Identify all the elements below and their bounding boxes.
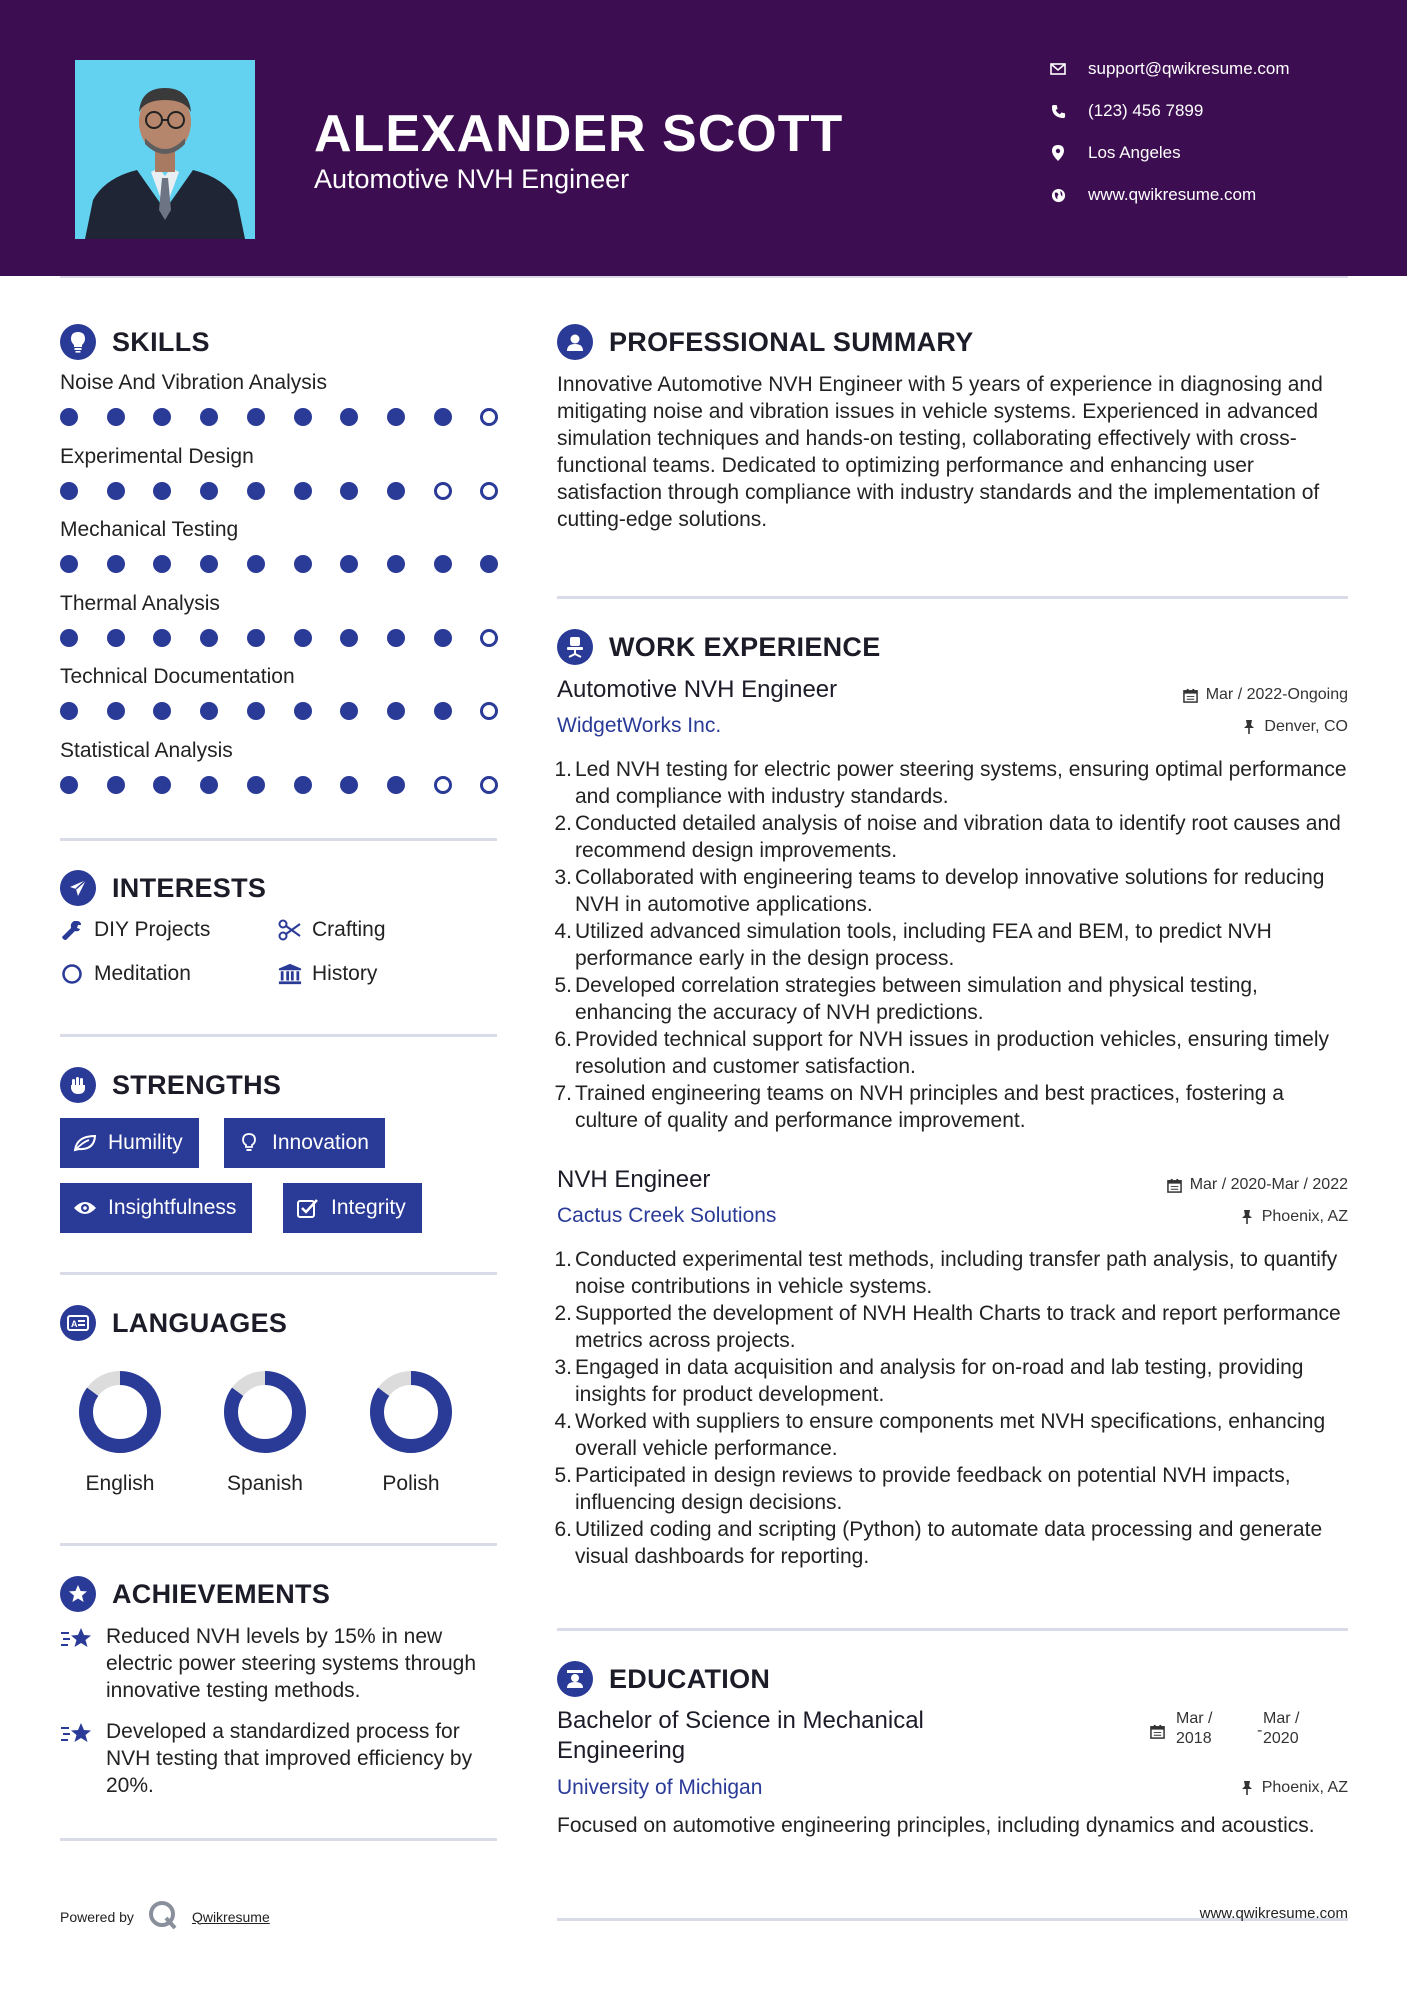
bullet-number: 1.: [554, 758, 572, 781]
rating-dot-filled: [434, 629, 452, 647]
rating-dot-filled: [60, 776, 78, 794]
museum-icon: [278, 962, 302, 986]
bullet-text: Developed correlation strategies between simulation and physical testing, enhancing the accuracy of NVH predictions.: [575, 974, 1258, 1024]
job-dates: Mar / 2022-Ongoing: [1183, 686, 1348, 704]
leaf-icon: [72, 1132, 98, 1154]
skill-name: Noise And Vibration Analysis: [60, 371, 327, 394]
contact-website[interactable]: [1050, 180, 1380, 210]
degree-line-1: Bachelor of Science in Mechanical: [557, 1707, 924, 1734]
degree-line-2: Engineering: [557, 1737, 686, 1764]
rating-dot-empty: [480, 629, 498, 647]
calendar-icon: [1150, 1724, 1167, 1741]
graduate-icon: [557, 1661, 593, 1697]
bullet-text: Participated in design reviews to provide feedback on potential NVH impacts, influencing design decisions.: [575, 1464, 1291, 1514]
language-name: Polish: [382, 1472, 440, 1495]
rating-dot-filled: [247, 629, 265, 647]
rating-dot-filled: [247, 702, 265, 720]
section-divider: [60, 1838, 497, 1841]
job-bullet-item: [554, 918, 1347, 972]
strength-tag-insightfulness: Insightfulness: [60, 1183, 252, 1233]
school-name: University of Michigan: [557, 1776, 763, 1799]
rating-dot-filled: [60, 555, 78, 573]
summary-heading: PROFESSIONAL SUMMARY: [557, 324, 974, 360]
rating-dot-filled: [434, 408, 452, 426]
rating-dot-filled: [153, 408, 171, 426]
education-heading: EDUCATION: [557, 1661, 770, 1697]
job-bullet-item: [554, 1408, 1347, 1462]
skill-rating: [60, 702, 500, 722]
bullet-number: 2.: [554, 812, 572, 835]
languages-heading: A LANGUAGES: [60, 1305, 287, 1341]
rating-dot-filled: [153, 555, 171, 573]
job-bullet-item: [554, 864, 1347, 918]
rating-dot-filled: [60, 702, 78, 720]
profile-photo: [75, 60, 255, 239]
paper-plane-icon: [60, 870, 96, 906]
rating-dot-filled: [200, 776, 218, 794]
summary-text: Innovative Automotive NVH Engineer with 5 years of experience in diagnosing and mitigating noise and vibration issues in vehicle systems. Experienced in advanced simulation techniques and hands-on testing, collaborating effectively with cross-functional teams. Dedicated to optimizing performance and enhancing user satisfaction through compliance with industry standards and the implementation of cutting-edge solutions.: [557, 373, 1323, 531]
bullet-number: 1.: [554, 1248, 572, 1271]
section-divider: [60, 1543, 497, 1546]
job-bullet-item: [554, 972, 1347, 1026]
rating-dot-filled: [200, 482, 218, 500]
rating-dot-empty: [480, 702, 498, 720]
candidate-name: ALEXANDER SCOTT: [314, 105, 844, 163]
achievement-item: Developed a standardized process for NVH testing that improved efficiency by 20%.: [60, 1718, 500, 1799]
job-bullet-item: [554, 1300, 1347, 1354]
rating-dot-filled: [153, 702, 171, 720]
email-text: support@qwikresume.com: [1088, 59, 1290, 78]
contact-phone[interactable]: [1050, 96, 1380, 126]
rating-dot-filled: [153, 629, 171, 647]
eye-icon: [72, 1197, 98, 1219]
job-bullet-item: [554, 1462, 1347, 1516]
bullet-text: Supported the development of NVH Health Charts to track and report performance metrics across projects.: [575, 1302, 1341, 1352]
skill-name: Mechanical Testing: [60, 518, 239, 541]
rating-dot-filled: [294, 702, 312, 720]
rating-dot-filled: [480, 555, 498, 573]
rating-dot-filled: [294, 629, 312, 647]
skill-rating: [60, 629, 500, 649]
rating-dot-filled: [60, 408, 78, 426]
job-bullet-item: [554, 1516, 1347, 1570]
pushpin-icon: [1239, 1209, 1255, 1225]
job-title: NVH Engineer: [557, 1166, 711, 1193]
bullet-number: 4.: [554, 1410, 572, 1433]
user-icon: [557, 324, 593, 360]
phone-text: (123) 456 7899: [1088, 101, 1204, 120]
circle-icon: [60, 962, 84, 986]
achievements-heading: ACHIEVEMENTS: [60, 1576, 330, 1612]
rating-dot-filled: [200, 629, 218, 647]
bullet-number: 5.: [554, 974, 572, 997]
skill-rating: [60, 482, 500, 502]
language-name: English: [85, 1472, 155, 1495]
rating-dot-empty: [434, 482, 452, 500]
education-start-date: Mar / 2018: [1176, 1710, 1213, 1747]
rating-dot-filled: [387, 776, 405, 794]
bullet-number: 7.: [554, 1082, 572, 1105]
rating-dot-filled: [60, 482, 78, 500]
location-text: Los Angeles: [1088, 143, 1181, 162]
svg-text:A: A: [71, 1319, 78, 1329]
rating-dot-filled: [340, 408, 358, 426]
footer-powered-by: Powered by Qwikresume: [60, 1900, 270, 1933]
strength-tag-humility: Humility: [60, 1118, 199, 1168]
website-text: www.qwikresume.com: [1088, 185, 1257, 204]
bullet-text: Worked with suppliers to ensure components met NVH specifications, enhancing overall vehicle performance.: [575, 1410, 1326, 1460]
rating-dot-filled: [387, 629, 405, 647]
language-card-icon: [60, 1305, 96, 1341]
rating-dot-filled: [247, 776, 265, 794]
bullet-text: Utilized advanced simulation tools, including FEA and BEM, to predict NVH performance early in the design process.: [575, 920, 1272, 970]
bullet-text: Engaged in data acquisition and analysis for on-road and lab testing, providing insights for product development.: [575, 1356, 1304, 1406]
job-bullet-item: [554, 756, 1347, 810]
job-bullet-item: [554, 1354, 1347, 1408]
skill-name: Experimental Design: [60, 444, 254, 468]
section-divider: [60, 1034, 497, 1037]
bullet-text: Provided technical support for NVH issues in production vehicles, ensuring timely resolution and customer satisfaction.: [575, 1028, 1330, 1078]
resume-header: [0, 0, 1407, 276]
rating-dot-filled: [247, 408, 265, 426]
contact-location: [1050, 138, 1380, 168]
rating-dot-filled: [340, 482, 358, 500]
lightbulb-icon: [60, 324, 96, 360]
phone-icon: [1050, 103, 1066, 119]
job-location: Denver, CO: [1241, 718, 1348, 736]
skills-heading: SKILLS: [60, 324, 210, 360]
qwikresume-link[interactable]: Qwikresume: [191, 1908, 270, 1925]
education-description: Focused on automotive engineering principles, including dynamics and acoustics.: [557, 1814, 1315, 1837]
rating-dot-filled: [247, 482, 265, 500]
wrench-icon: [60, 918, 84, 942]
shooting-star-icon: [60, 1625, 94, 1653]
rating-dot-empty: [480, 776, 498, 794]
skill-name: Statistical Analysis: [60, 738, 233, 762]
map-pin-icon: [1050, 145, 1066, 161]
bullet-text: Led NVH testing for electric power steering systems, ensuring optimal performance and compliance with industry standards.: [575, 758, 1347, 808]
job-bullets: [554, 1246, 1347, 1570]
rating-dot-filled: [434, 702, 452, 720]
rating-dot-filled: [153, 482, 171, 500]
interests-heading: INTERESTS: [60, 870, 266, 906]
bullet-number: 3.: [554, 866, 572, 889]
rating-dot-filled: [387, 482, 405, 500]
interest-item-crafting: Crafting: [278, 918, 386, 942]
section-divider: [60, 838, 497, 841]
rating-dot-filled: [387, 702, 405, 720]
qwikresume-logo-icon: [148, 1900, 178, 1933]
rating-dot-filled: [107, 408, 125, 426]
check-square-icon: [295, 1197, 321, 1219]
date-separator: -: [1257, 1722, 1263, 1739]
bullet-text: Conducted detailed analysis of noise and vibration data to identify root causes and recommend design improvements.: [575, 812, 1341, 862]
rating-dot-filled: [340, 629, 358, 647]
section-divider: [557, 1628, 1348, 1631]
footer-website[interactable]: www.qwikresume.com: [1199, 1905, 1348, 1922]
strength-tag-innovation: Innovation: [224, 1118, 385, 1168]
rating-dot-filled: [107, 482, 125, 500]
rating-dot-filled: [200, 702, 218, 720]
bullet-text: Conducted experimental test methods, including transfer path analysis, to quantify noise contributions in vehicle systems.: [575, 1248, 1338, 1298]
rating-dot-filled: [294, 482, 312, 500]
rating-dot-filled: [294, 408, 312, 426]
job-location: Phoenix, AZ: [1239, 1208, 1348, 1226]
star-badge-icon: [60, 1576, 96, 1612]
job-company: WidgetWorks Inc.: [557, 714, 722, 737]
language-level-ring: [351, 1364, 471, 1460]
bullet-number: 3.: [554, 1356, 572, 1379]
rating-dot-empty: [480, 408, 498, 426]
job-bullet-item: [554, 1246, 1347, 1300]
rating-dot-filled: [294, 776, 312, 794]
rating-dot-filled: [107, 629, 125, 647]
scissors-icon: [278, 918, 302, 942]
skill-rating: [60, 408, 500, 428]
language-level-ring: [205, 1364, 325, 1460]
skill-name: Technical Documentation: [60, 665, 295, 688]
skill-rating: [60, 776, 500, 796]
office-chair-icon: [557, 629, 593, 665]
envelope-icon: [1050, 61, 1066, 77]
language-level-ring: [60, 1364, 180, 1460]
job-bullet-item: [554, 1026, 1347, 1080]
section-divider: [60, 1272, 497, 1275]
skill-rating: [60, 555, 500, 575]
rating-dot-filled: [340, 555, 358, 573]
interest-item-history: History: [278, 962, 377, 986]
language-name: Spanish: [227, 1472, 303, 1495]
header-divider: [60, 276, 1348, 278]
rating-dot-filled: [200, 555, 218, 573]
rating-dot-filled: [107, 702, 125, 720]
rating-dot-filled: [247, 555, 265, 573]
rating-dot-empty: [480, 482, 498, 500]
bullet-number: 6.: [554, 1518, 572, 1541]
interest-item-meditation: Meditation: [60, 962, 191, 986]
rating-dot-filled: [153, 776, 171, 794]
achievement-item: Reduced NVH levels by 15% in new electric power steering systems through innovative testing methods.: [60, 1623, 500, 1704]
pushpin-icon: [1241, 719, 1257, 735]
hand-icon: [60, 1067, 96, 1103]
job-bullets: [554, 756, 1347, 1134]
job-company: Cactus Creek Solutions: [557, 1204, 777, 1227]
skill-name: Thermal Analysis: [60, 591, 220, 615]
education-end-date: Mar / 2020: [1263, 1710, 1300, 1747]
job-dates: Mar / 2020-Mar / 2022: [1167, 1176, 1348, 1194]
interest-item-diy: DIY Projects: [60, 918, 210, 942]
lightbulb-icon: [236, 1132, 262, 1154]
bullet-number: 6.: [554, 1028, 572, 1051]
shooting-star-icon: [60, 1720, 94, 1748]
bullet-text: Utilized coding and scripting (Python) to automate data processing and generate visual dashboards for reporting.: [575, 1518, 1323, 1568]
experience-heading: WORK EXPERIENCE: [557, 629, 881, 665]
rating-dot-filled: [434, 555, 452, 573]
rating-dot-filled: [60, 629, 78, 647]
job-title: Automotive NVH Engineer: [557, 676, 838, 703]
calendar-icon: [1167, 1177, 1183, 1193]
education-location: Phoenix, AZ: [1239, 1779, 1348, 1797]
strength-tag-integrity: Integrity: [283, 1183, 422, 1233]
bullet-number: 5.: [554, 1464, 572, 1487]
bullet-number: 2.: [554, 1302, 572, 1325]
section-divider: [557, 596, 1348, 599]
bullet-text: Collaborated with engineering teams to develop innovative solutions for reducing NVH in automotive applications.: [575, 866, 1325, 916]
rating-dot-filled: [107, 776, 125, 794]
strengths-heading: STRENGTHS: [60, 1067, 281, 1103]
rating-dot-filled: [340, 702, 358, 720]
job-bullet-item: [554, 1080, 1347, 1134]
contact-email[interactable]: [1050, 54, 1380, 84]
rating-dot-filled: [387, 555, 405, 573]
rating-dot-filled: [387, 408, 405, 426]
rating-dot-empty: [434, 776, 452, 794]
rating-dot-filled: [107, 555, 125, 573]
globe-icon: [1050, 187, 1066, 203]
calendar-icon: [1183, 687, 1199, 703]
candidate-title: Automotive NVH Engineer: [314, 164, 630, 194]
bullet-text: Trained engineering teams on NVH principles and best practices, fostering a culture of quality and performance improvement.: [575, 1082, 1284, 1132]
rating-dot-filled: [200, 408, 218, 426]
job-bullet-item: [554, 810, 1347, 864]
rating-dot-filled: [294, 555, 312, 573]
pushpin-icon: [1239, 1780, 1255, 1796]
bullet-number: 4.: [554, 920, 572, 943]
rating-dot-filled: [340, 776, 358, 794]
